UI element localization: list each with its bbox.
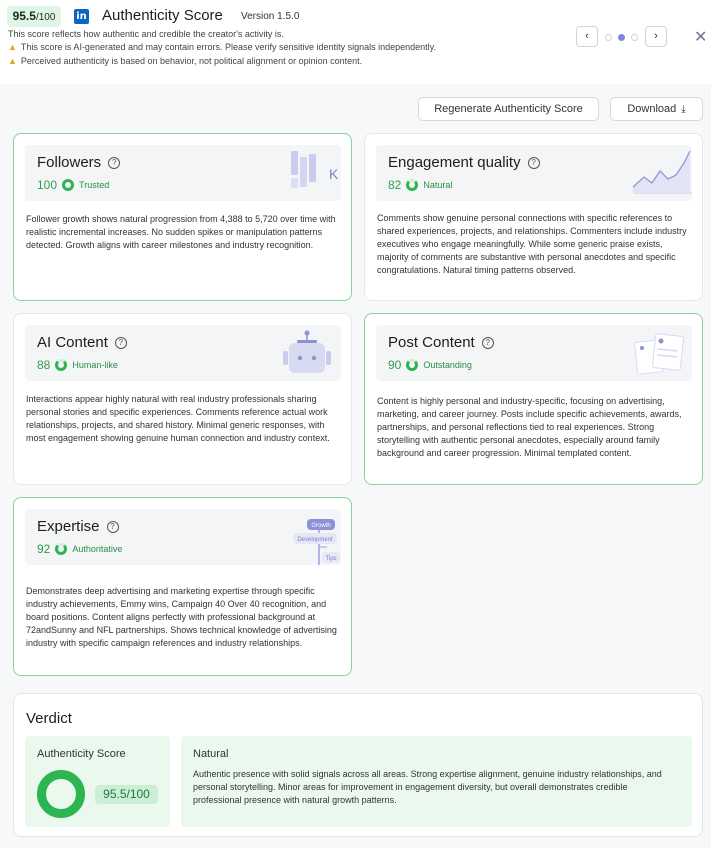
verdict-level: Natural xyxy=(193,748,229,760)
card-body: Interactions appear highly natural with real industry professionals sharing personal stories and specific experiences. Comments reference actual work relationships, projects, and shared history. Minimal generic responses, with most engagement showing genuine human connection and industry context. xyxy=(26,394,330,443)
next-page-button[interactable]: › xyxy=(645,26,667,47)
subtitle: This score reflects how authentic and credible the creator's activity is. xyxy=(8,29,284,39)
card-title xyxy=(37,154,120,171)
warning-text: This score is AI-generated and may contain errors. Please verify sensitive identity signals independently. xyxy=(20,42,436,52)
page-title: Authenticity Score xyxy=(102,7,223,24)
help-icon[interactable]: ? xyxy=(108,157,120,169)
score-number: 82 xyxy=(388,178,402,192)
expertise-tree-icon xyxy=(279,511,341,565)
development-tag: Development xyxy=(297,537,333,543)
score-ring-icon xyxy=(55,543,67,555)
score-row xyxy=(388,358,472,372)
score-number: 90 xyxy=(388,358,402,372)
score-row xyxy=(37,542,122,556)
score-row xyxy=(388,178,452,192)
card-body: Follower growth shows natural progression from 4,388 to 5,720 over time with realistic incremental increases. No sudden spikes or manipulation patterns detected. Growth aligns with career milestones and industry recognition. xyxy=(26,214,336,250)
card-body: Content is highly personal and industry-specific, focusing on advertising, marketing, and career journey. Posts include specific achievements, awards, partnerships, and personal reflections tied to real experiences. Strong storytelling with authentic personal anecdotes, especially around family background and career progression. Minimal templated content. xyxy=(377,396,682,458)
score-badge xyxy=(7,6,61,27)
score-label: Natural xyxy=(423,180,453,190)
score-label: Outstanding xyxy=(423,360,472,370)
engagement-card xyxy=(364,133,703,301)
tips-tag: Tips xyxy=(325,556,337,562)
card-title-text: Post Content xyxy=(388,334,475,351)
card-title-text: Followers xyxy=(37,154,102,171)
score-ring-icon xyxy=(406,359,418,371)
card-title xyxy=(37,518,119,535)
header xyxy=(0,0,711,84)
regenerate-button-label: Regenerate Authenticity Score xyxy=(434,103,583,115)
score-label: Authoritative xyxy=(72,544,123,554)
robot-icon xyxy=(281,329,337,377)
followers-card xyxy=(13,133,352,301)
warning-text: Perceived authenticity is based on behavior, not political alignment or opinion content. xyxy=(20,56,363,66)
ai-content-card xyxy=(13,313,352,485)
score-ring-icon xyxy=(62,179,74,191)
score-number: 100 xyxy=(37,178,58,192)
score-row xyxy=(37,358,118,372)
warning-line xyxy=(8,42,436,52)
card-title xyxy=(388,154,540,171)
score-max: /100 xyxy=(35,12,56,23)
score-row xyxy=(37,178,109,192)
download-icon: ⤓ xyxy=(681,104,686,115)
verdict-panel xyxy=(13,693,703,837)
help-icon[interactable]: ? xyxy=(528,157,540,169)
followers-chart-icon xyxy=(279,151,339,195)
warning-icon: ▲ xyxy=(8,42,17,52)
post-content-card xyxy=(364,313,703,485)
verdict-donut-icon xyxy=(37,770,85,818)
verdict-summary: Authentic presence with solid signals across all areas. Strong expertise alignment, genuine industry relationships, and personal storytelling. Minor areas for improvement in engagement diversity, but overall demonstrates credible professional presence with natural growth patterns. xyxy=(193,769,662,805)
score-ring-icon xyxy=(55,359,67,371)
help-icon[interactable]: ? xyxy=(115,337,127,349)
help-icon[interactable]: ? xyxy=(107,521,119,533)
warning-line xyxy=(8,56,362,66)
card-title-text: Expertise xyxy=(37,518,100,535)
download-button[interactable] xyxy=(610,97,703,121)
score-ring-icon xyxy=(406,179,418,191)
help-icon[interactable]: ? xyxy=(482,337,494,349)
score-number: 88 xyxy=(37,358,51,372)
score-label: Trusted xyxy=(79,180,110,190)
score-number: 92 xyxy=(37,542,51,556)
thumb-text: K xyxy=(329,166,339,182)
card-body: Comments show genuine personal connections with specific references to shared experiences, projects, and relationships. Commenters include industry executives who engage meaningfully. While some generic praise exists, majority of comments are substantive with personal anecdotes and specific congratulations. Natural timing patterns observed. xyxy=(377,213,687,275)
regenerate-button[interactable] xyxy=(418,97,599,121)
card-body: Demonstrates deep advertising and marketing expertise through specific industry achievements, Emmy wins, Campaign 40 Over 40 recognition, and board positions. Content aligns perfectly with professional background at 72andSunny and NFL partnerships. Shows technical knowledge of advertising industry with specific campaign references and industry relationships. xyxy=(26,586,337,648)
verdict-score-badge: 95.5/100 xyxy=(95,785,158,804)
linkedin-logo-icon: in xyxy=(74,9,89,24)
score-value: 95.5 xyxy=(12,9,36,23)
verdict-summary-box xyxy=(181,736,692,827)
card-header xyxy=(25,509,341,565)
score-label: Human-like xyxy=(72,360,118,370)
download-button-label: Download xyxy=(627,103,677,115)
close-icon[interactable]: ✕ xyxy=(694,29,708,46)
verdict-score-label: Authenticity Score xyxy=(37,748,126,760)
card-title-text: Engagement quality xyxy=(388,154,521,171)
card-title xyxy=(388,334,494,351)
card-header xyxy=(376,325,692,381)
version-label: Version 1.5.0 xyxy=(241,11,300,22)
pager-dot[interactable] xyxy=(605,34,612,41)
card-header xyxy=(25,325,341,381)
card-title xyxy=(37,334,127,351)
warning-icon: ▲ xyxy=(8,56,17,66)
verdict-score-box xyxy=(25,736,170,827)
post-documents-icon xyxy=(632,331,690,377)
verdict-title: Verdict xyxy=(26,710,72,727)
expertise-card xyxy=(13,497,352,676)
card-header xyxy=(376,145,692,201)
engagement-chart-icon xyxy=(630,149,692,195)
prev-page-button[interactable]: ‹ xyxy=(576,26,598,47)
growth-tag: Growth xyxy=(311,523,331,529)
pager-dot[interactable] xyxy=(631,34,638,41)
card-title-text: AI Content xyxy=(37,334,108,351)
pager-dot-active[interactable] xyxy=(618,34,625,41)
card-header xyxy=(25,145,341,201)
